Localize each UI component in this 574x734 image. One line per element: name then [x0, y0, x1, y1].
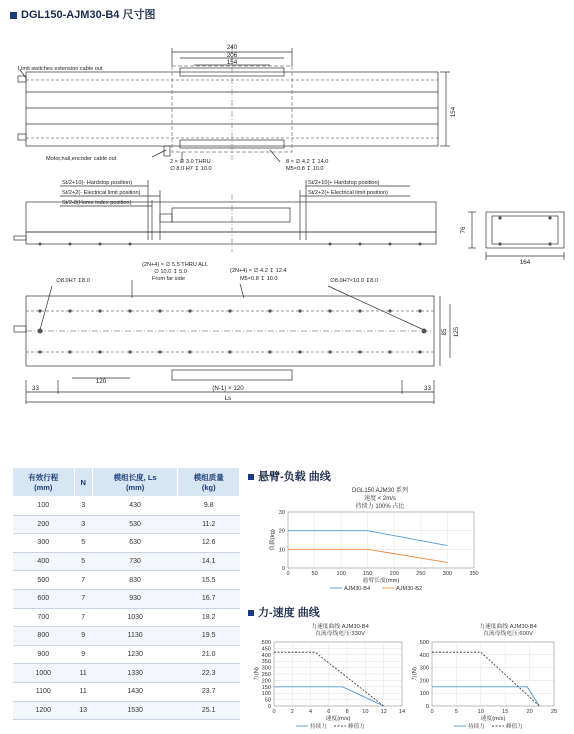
table-row: [13, 534, 240, 553]
legend-label-1: 持续力: [468, 724, 485, 730]
x-tick-label: 100: [336, 571, 346, 577]
load-chart: [248, 484, 568, 600]
y-tick-label: 0: [425, 704, 429, 710]
table-cell: 100: [13, 497, 75, 516]
table-cell: 14.1: [178, 552, 240, 571]
table-cell: 7: [74, 608, 92, 627]
table-cell: 1330: [92, 664, 178, 683]
table-cell: 630: [92, 534, 178, 553]
table-cell: 830: [92, 571, 178, 590]
chart-subtitle: 速度 < 2m/s: [364, 496, 396, 502]
table-cell: 530: [92, 515, 178, 534]
x-tick-label: 10: [362, 709, 369, 715]
section-load-title-text: 悬臂-负载 曲线: [258, 471, 331, 483]
x-tick-label: 0: [430, 709, 434, 715]
chart-subtitle: 持续力 100% 占比: [355, 504, 405, 510]
table-row: [13, 664, 240, 683]
table-cell: 11: [74, 664, 92, 683]
y-axis-label: 负载(kg): [270, 529, 276, 551]
x-axis-label: 速度(m/s): [480, 716, 506, 722]
y-tick-label: 500: [419, 640, 429, 646]
table-cell: 21.0: [178, 645, 240, 664]
table-cell: 16.7: [178, 589, 240, 608]
limit-cable-label: Limit switches extension cable out: [18, 66, 103, 72]
home-index-label: St/2-8(Home index position): [62, 200, 132, 206]
table-cell: 1530: [92, 701, 178, 720]
hole-c2-label: ∅ 10.0 ↧ 5.0: [154, 269, 187, 275]
table-cell: 18.2: [178, 608, 240, 627]
hole-a2-label: ∅ 8.0 H7 ↧ 10.0: [170, 166, 212, 172]
dim-240: 240: [226, 44, 238, 51]
chart-subtitle: 直流母线电压:330V: [315, 631, 365, 637]
y-tick-label: 400: [419, 652, 429, 659]
table-cell: 730: [92, 552, 178, 571]
dim-pitch: (N-1) × 120: [212, 385, 244, 392]
x-tick-label: 10: [477, 709, 484, 715]
pin-left-label: ∅8.0H7 ↧8.0: [56, 278, 90, 284]
right-electrical-label: St/2+2(+ Electrical limit position): [308, 190, 388, 196]
table-cell: 930: [92, 589, 178, 608]
y-tick-label: 20: [278, 528, 285, 535]
y-axis-label: 力(N): [412, 667, 418, 681]
header-n: N: [74, 468, 92, 497]
hole-d1-label: (2N+4) × ∅ 4.2 ↧ 12.4: [230, 268, 287, 274]
y-tick-label: 100: [419, 691, 429, 698]
table-cell: 1200: [13, 701, 75, 720]
section-marker-icon: [248, 610, 254, 616]
x-tick-label: 300: [442, 571, 453, 577]
section-load-title: [248, 468, 331, 484]
x-tick-label: 4: [309, 709, 313, 715]
table-cell: 22.3: [178, 664, 240, 683]
y-tick-label: 350: [261, 659, 271, 666]
x-tick-label: 25: [550, 709, 558, 715]
dim-154: 154: [226, 59, 238, 66]
table-row: [13, 701, 240, 720]
table-cell: 9.8: [178, 497, 240, 516]
x-tick-label: 15: [502, 709, 509, 715]
y-tick-label: 250: [261, 672, 271, 678]
y-tick-label: 450: [261, 646, 271, 653]
dim-85: 85: [441, 328, 448, 336]
table-row: [13, 682, 240, 701]
legend-label-1: AJM30-B4: [344, 586, 371, 592]
page-title-text: DGL150-AJM30-B4 尺寸图: [21, 9, 156, 21]
series-line-2: [432, 652, 539, 706]
table-cell: 300: [13, 534, 75, 553]
table-cell: 1000: [13, 664, 75, 683]
left-electrical-label: St/2+2(- Electrical limit position): [62, 190, 141, 196]
table-cell: 15.5: [178, 571, 240, 590]
motor-cable-label: Motor,hall,encoder cable out: [46, 156, 117, 162]
y-tick-label: 500: [261, 640, 271, 646]
table-cell: 1130: [92, 627, 178, 646]
legend-label-2: 峰值力: [506, 724, 523, 730]
table-cell: 600: [13, 589, 75, 608]
y-tick-label: 150: [261, 684, 271, 691]
series-line-1: [432, 687, 539, 706]
x-tick-label: 150: [363, 571, 373, 577]
table-cell: 700: [13, 608, 75, 627]
x-axis-label: 速度(m/s): [325, 716, 351, 722]
y-tick-label: 50: [264, 697, 271, 704]
table-cell: 11: [74, 682, 92, 701]
end-view-body: [486, 212, 564, 248]
table-cell: 23.7: [178, 682, 240, 701]
left-hardstop-label: St/2+10(- Hardstop position): [62, 180, 133, 186]
hole-b2-label: M5×0.8 ↧ 10.0: [286, 166, 324, 172]
table-row: [13, 627, 240, 646]
table-cell: 1100: [13, 682, 75, 701]
spec-table: [12, 467, 240, 720]
legend-label-1: 持续力: [310, 724, 327, 730]
pin-right-label: ∅8.0H7×10.0 ↧8.0: [330, 278, 378, 284]
header-travel: 有效行程 (mm): [13, 468, 75, 497]
table-cell: 430: [92, 497, 178, 516]
table-cell: 9: [74, 645, 92, 664]
y-tick-label: 200: [261, 678, 271, 685]
x-tick-label: 250: [416, 571, 426, 577]
chart-title: 力速度曲线 AJM30-B4: [479, 624, 537, 630]
plot-area: [288, 512, 474, 568]
y-tick-label: 0: [281, 566, 285, 572]
table-cell: 5: [74, 534, 92, 553]
table-cell: 1230: [92, 645, 178, 664]
table-cell: 9: [74, 627, 92, 646]
section-marker-icon: [248, 474, 254, 480]
side-view-body: [26, 202, 436, 232]
y-tick-label: 300: [419, 665, 429, 672]
table-cell: 12.6: [178, 534, 240, 553]
table-cell: 13: [74, 701, 92, 720]
table-cell: 7: [74, 589, 92, 608]
x-axis-label: 悬臂长度(mm): [362, 578, 400, 584]
table-row: [13, 552, 240, 571]
dim-ls: Ls: [224, 395, 232, 402]
y-tick-label: 400: [261, 652, 271, 659]
force-chart-600v: [408, 620, 568, 732]
x-tick-label: 50: [311, 571, 318, 577]
x-tick-label: 0: [286, 571, 290, 577]
dim-154-side: 154: [450, 106, 457, 118]
hole-a1-label: 2 × ∅ 3.0 THRU: [170, 159, 211, 165]
x-tick-label: 12: [380, 709, 387, 715]
table-cell: 500: [13, 571, 75, 590]
table-cell: 25.1: [178, 701, 240, 720]
table-cell: 3: [74, 515, 92, 534]
table-cell: 5: [74, 552, 92, 571]
table-cell: 200: [13, 515, 75, 534]
y-tick-label: 30: [278, 510, 285, 516]
force-chart-330v: [248, 620, 408, 732]
header-mass: 模组质量 (kg): [178, 468, 240, 497]
x-tick-label: 20: [526, 709, 533, 715]
table-cell: 1030: [92, 608, 178, 627]
header-ls: 模组长度, Ls (mm): [92, 468, 178, 497]
hole-c1-label: (2N+4) × ∅ 5.5 THRU ALL: [142, 262, 209, 268]
table-cell: 3: [74, 497, 92, 516]
x-tick-label: 0: [272, 709, 276, 715]
dim-125: 125: [453, 326, 460, 338]
table-row: [13, 589, 240, 608]
table-row: [13, 645, 240, 664]
table-row: [13, 497, 240, 516]
hole-c3-label: From far side: [152, 276, 185, 282]
y-tick-label: 0: [267, 704, 271, 710]
y-tick-label: 100: [261, 691, 271, 698]
chart-title: DGL150 AJM30 系列: [351, 488, 409, 494]
y-tick-label: 300: [261, 665, 271, 672]
legend-label-2: AJM30-B2: [396, 586, 423, 592]
dim-33-left: 33: [32, 385, 39, 392]
dim-206: 206: [226, 52, 238, 59]
y-tick-label: 10: [278, 547, 285, 554]
right-hardstop-label: St/2+10(+ Hardstop position): [308, 180, 380, 186]
dim-76: 76: [460, 226, 467, 234]
x-tick-label: 6: [327, 709, 331, 715]
y-axis-label: 力(N): [254, 667, 260, 681]
hole-d2-label: M5×0.8 ↧ 10.0: [240, 276, 278, 282]
table-row: [13, 571, 240, 590]
table-cell: 1430: [92, 682, 178, 701]
chart-title: 力速度曲线 AJM30-B4: [311, 624, 369, 630]
table-header-row: [13, 468, 240, 497]
x-tick-label: 14: [398, 709, 406, 715]
table-cell: 11.2: [178, 515, 240, 534]
hole-b1-label: 8 × ∅ 4.2 ↧ 14.0: [286, 159, 329, 165]
dim-164: 164: [519, 259, 531, 266]
dim-120: 120: [95, 378, 107, 385]
x-tick-label: 8: [345, 709, 349, 715]
table-cell: 900: [13, 645, 75, 664]
legend-label-2: 峰值力: [348, 724, 365, 730]
table-cell: 800: [13, 627, 75, 646]
table-row: [13, 608, 240, 627]
y-tick-label: 200: [419, 678, 429, 685]
table-row: [13, 515, 240, 534]
dim-33-right: 33: [424, 385, 431, 392]
table-cell: 19.5: [178, 627, 240, 646]
x-tick-label: 200: [389, 571, 399, 577]
table-cell: 7: [74, 571, 92, 590]
x-tick-label: 2: [290, 709, 294, 715]
x-tick-label: 5: [454, 709, 458, 715]
x-tick-label: 350: [469, 571, 479, 577]
section-force-title-text: 力-速度 曲线: [258, 607, 320, 619]
table-cell: 400: [13, 552, 75, 571]
section-force-title: [248, 604, 320, 620]
chart-subtitle: 直流母线电压:600V: [483, 631, 533, 637]
plot-area: [432, 642, 554, 706]
